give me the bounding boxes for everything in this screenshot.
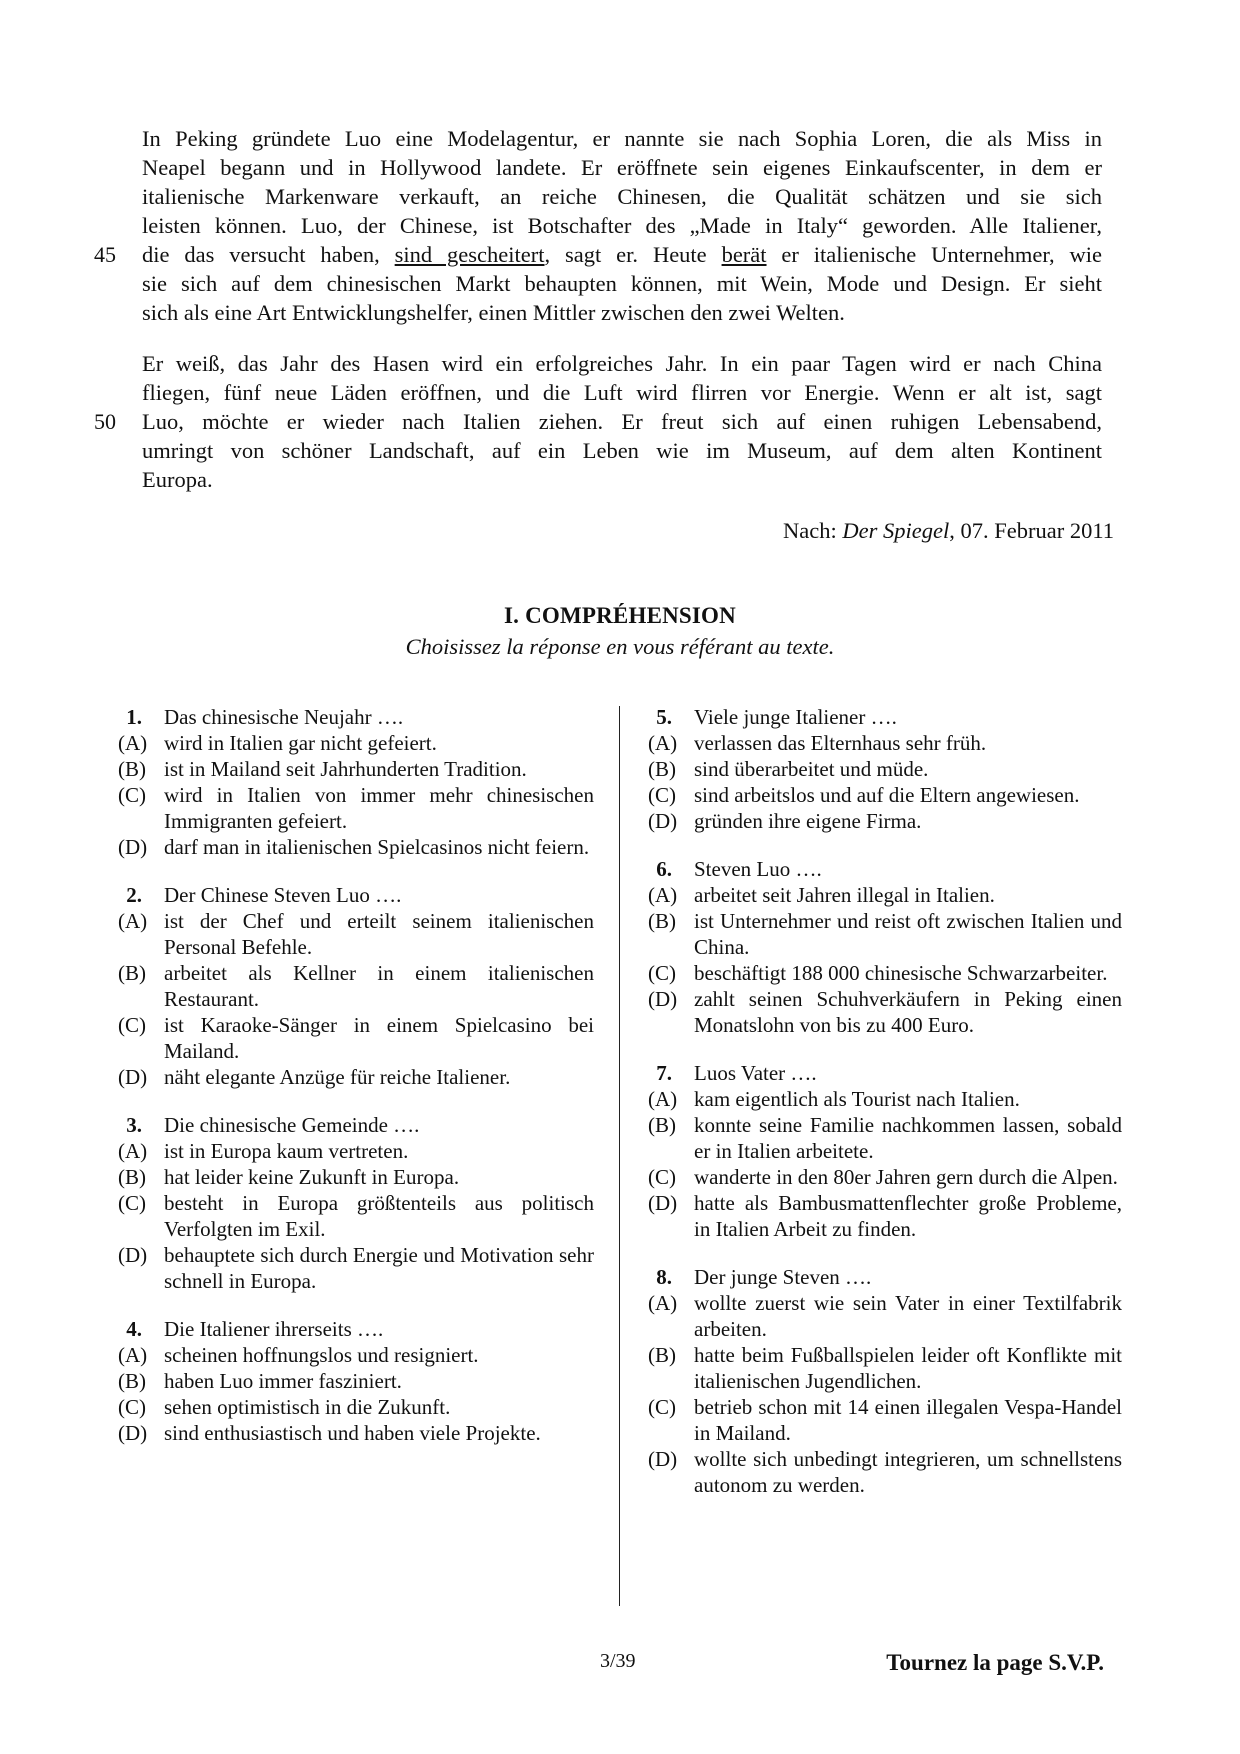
passage-text: Luo, möchte er wieder nach Italien ziehen. Er freut sich auf einen ruhigen Lebensabend, bbox=[142, 409, 1102, 434]
option-label: (D) bbox=[648, 987, 678, 1011]
option-text: betrieb schon mit 14 einen illegalen Vespa-Handel in Mailand. bbox=[694, 1395, 1122, 1445]
passage-line bbox=[142, 378, 1102, 407]
question-number: 2. bbox=[126, 883, 142, 907]
option-text: konnte seine Familie nachkommen lassen, sobald er in Italien arbeitete. bbox=[694, 1113, 1122, 1163]
option-text: sind enthusiastisch und haben viele Projekte. bbox=[164, 1421, 541, 1445]
option-label: (C) bbox=[648, 1165, 676, 1189]
answer-option bbox=[118, 730, 594, 756]
answer-option bbox=[648, 1190, 1122, 1242]
option-text: wollte sich unbedingt integrieren, um schnellstens autonom zu werden. bbox=[694, 1447, 1122, 1497]
answer-option bbox=[118, 908, 594, 960]
answer-option bbox=[648, 808, 1122, 834]
question-number: 6. bbox=[656, 857, 672, 881]
answer-option bbox=[118, 756, 594, 782]
option-label: (A) bbox=[648, 1087, 678, 1111]
passage-text: , sagt er. Heute bbox=[544, 242, 722, 267]
passage-line bbox=[94, 240, 1102, 269]
answer-option bbox=[648, 1086, 1122, 1112]
question-number: 7. bbox=[656, 1061, 672, 1085]
answer-option bbox=[118, 1012, 594, 1064]
option-label: (B) bbox=[118, 757, 146, 781]
question-stem: Die chinesische Gemeinde …. bbox=[164, 1113, 420, 1137]
answer-option bbox=[648, 730, 1122, 756]
question-stem-row bbox=[648, 704, 1122, 730]
answer-option bbox=[118, 1420, 594, 1446]
option-label: (A) bbox=[118, 731, 148, 755]
question-number: 3. bbox=[126, 1113, 142, 1137]
question-stem-row bbox=[648, 1264, 1122, 1290]
answer-option bbox=[648, 1112, 1122, 1164]
answer-option bbox=[648, 1290, 1122, 1342]
passage-text: italienische Markenware verkauft, an reiche Chinesen, die Qualität schätzen und sie sich bbox=[142, 184, 1102, 209]
option-text: besteht in Europa größtenteils aus politisch Verfolgten im Exil. bbox=[164, 1191, 594, 1241]
question-item bbox=[118, 1112, 594, 1294]
answer-option bbox=[648, 986, 1122, 1038]
option-label: (B) bbox=[118, 961, 146, 985]
question-stem: Das chinesische Neujahr …. bbox=[164, 705, 404, 729]
option-label: (A) bbox=[648, 731, 678, 755]
passage-text: fliegen, fünf neue Läden eröffnen, und die Luft wird flirren vor Energie. Wenn er alt ist, sagt bbox=[142, 380, 1102, 405]
option-text: haben Luo immer fasziniert. bbox=[164, 1369, 402, 1393]
answer-option bbox=[118, 1368, 594, 1394]
passage-text: Europa. bbox=[142, 467, 213, 492]
option-label: (D) bbox=[648, 1447, 678, 1471]
section-title: I. COMPRÉHENSION bbox=[504, 603, 736, 628]
answer-option bbox=[118, 1242, 594, 1294]
option-text: verlassen das Elternhaus sehr früh. bbox=[694, 731, 987, 755]
underlined-term: berät bbox=[721, 242, 767, 267]
passage-line bbox=[142, 436, 1102, 465]
source-prefix: Nach: bbox=[783, 518, 843, 543]
answer-option bbox=[648, 756, 1122, 782]
option-label: (C) bbox=[648, 783, 676, 807]
option-text: kam eigentlich als Tourist nach Italien. bbox=[694, 1087, 1020, 1111]
option-text: arbeitet seit Jahren illegal in Italien. bbox=[694, 883, 995, 907]
passage-line bbox=[142, 211, 1102, 240]
option-label: (C) bbox=[118, 1013, 146, 1037]
question-stem: Viele junge Italiener …. bbox=[694, 705, 897, 729]
option-text: sind arbeitslos und auf die Eltern angewiesen. bbox=[694, 783, 1080, 807]
option-text: ist Karaoke-Sänger in einem Spielcasino bei Mailand. bbox=[164, 1013, 594, 1063]
line-number: 50 bbox=[94, 409, 116, 434]
question-item bbox=[648, 1264, 1122, 1498]
option-text: beschäftigt 188 000 chinesische Schwarzarbeiter. bbox=[694, 961, 1108, 985]
section-instructions: Choisissez la réponse en vous référant au texte. bbox=[405, 634, 835, 659]
option-label: (A) bbox=[118, 1139, 148, 1163]
question-stem-row bbox=[118, 1112, 594, 1138]
option-label: (C) bbox=[118, 1191, 146, 1215]
answer-option bbox=[648, 882, 1122, 908]
source-citation bbox=[783, 518, 1114, 544]
option-label: (B) bbox=[648, 1343, 676, 1367]
question-stem-row bbox=[648, 856, 1122, 882]
source-title: Der Spiegel bbox=[842, 518, 950, 543]
option-label: (D) bbox=[648, 809, 678, 833]
option-label: (B) bbox=[648, 1113, 676, 1137]
question-stem: Der Chinese Steven Luo …. bbox=[164, 883, 402, 907]
option-text: sehen optimistisch in die Zukunft. bbox=[164, 1395, 451, 1419]
question-stem: Luos Vater …. bbox=[694, 1061, 817, 1085]
reading-passage bbox=[94, 124, 1102, 516]
question-number: 1. bbox=[126, 705, 142, 729]
passage-paragraph bbox=[94, 124, 1102, 327]
option-label: (A) bbox=[118, 909, 148, 933]
answer-option bbox=[118, 1190, 594, 1242]
option-text: wanderte in den 80er Jahren gern durch die Alpen. bbox=[694, 1165, 1118, 1189]
underlined-term: sind gescheitert bbox=[394, 242, 545, 267]
question-item bbox=[118, 704, 594, 860]
option-text: arbeitet als Kellner in einem italienischen Restaurant. bbox=[164, 961, 594, 1011]
question-item bbox=[648, 856, 1122, 1038]
passage-text: umringt von schöner Landschaft, auf ein Leben wie im Museum, auf dem alten Kontinent bbox=[142, 438, 1102, 463]
passage-line bbox=[94, 407, 1102, 436]
option-text: sind überarbeitet und müde. bbox=[694, 757, 929, 781]
option-text: ist in Europa kaum vertreten. bbox=[164, 1139, 409, 1163]
option-label: (D) bbox=[118, 1243, 148, 1267]
passage-line bbox=[142, 182, 1102, 211]
option-label: (B) bbox=[118, 1165, 146, 1189]
question-item bbox=[118, 1316, 594, 1446]
column-divider bbox=[619, 706, 620, 1606]
question-number: 5. bbox=[656, 705, 672, 729]
passage-text: er italienische Unternehmer, wie bbox=[766, 242, 1102, 267]
passage-text: In Peking gründete Luo eine Modelagentur, er nannte sie nach Sophia Loren, die als Miss in bbox=[142, 126, 1102, 151]
passage-text: die das versucht haben, bbox=[142, 242, 395, 267]
answer-option bbox=[648, 1446, 1122, 1498]
answer-option bbox=[118, 1138, 594, 1164]
question-stem: Der junge Steven …. bbox=[694, 1265, 872, 1289]
option-label: (C) bbox=[648, 1395, 676, 1419]
option-text: zahlt seinen Schuhverkäufern in Peking einen Monatslohn von bis zu 400 Euro. bbox=[694, 987, 1122, 1037]
passage-line bbox=[142, 465, 1102, 494]
passage-line bbox=[142, 124, 1102, 153]
question-stem-row bbox=[118, 704, 594, 730]
page-number: 3/39 bbox=[600, 1650, 636, 1672]
question-item bbox=[648, 1060, 1122, 1242]
option-text: hatte beim Fußballspielen leider oft Konflikte mit italienischen Jugendlichen. bbox=[694, 1343, 1122, 1393]
question-number: 8. bbox=[656, 1265, 672, 1289]
passage-text: leisten können. Luo, der Chinese, ist Botschafter des „Made in Italy“ geworden. Alle Italiener, bbox=[142, 213, 1102, 238]
passage-paragraph bbox=[94, 349, 1102, 494]
passage-line bbox=[142, 153, 1102, 182]
answer-option bbox=[648, 908, 1122, 960]
option-text: wird in Italien gar nicht gefeiert. bbox=[164, 731, 437, 755]
answer-option bbox=[648, 782, 1122, 808]
option-label: (D) bbox=[118, 1065, 148, 1089]
answer-option bbox=[648, 1164, 1122, 1190]
option-label: (B) bbox=[648, 757, 676, 781]
option-text: ist Unternehmer und reist oft zwischen Italien und China. bbox=[694, 909, 1122, 959]
answer-option bbox=[118, 782, 594, 834]
option-label: (A) bbox=[118, 1343, 148, 1367]
option-label: (A) bbox=[648, 1291, 678, 1315]
option-label: (B) bbox=[648, 909, 676, 933]
option-label: (B) bbox=[118, 1369, 146, 1393]
answer-option bbox=[118, 1164, 594, 1190]
option-label: (D) bbox=[648, 1191, 678, 1215]
answer-option bbox=[118, 1064, 594, 1090]
option-text: ist in Mailand seit Jahrhunderten Tradition. bbox=[164, 757, 527, 781]
option-text: hat leider keine Zukunft in Europa. bbox=[164, 1165, 460, 1189]
option-text: darf man in italienischen Spielcasinos nicht feiern. bbox=[164, 835, 590, 859]
question-stem-row bbox=[118, 1316, 594, 1342]
option-text: hatte als Bambusmattenflechter große Probleme, in Italien Arbeit zu finden. bbox=[694, 1191, 1122, 1241]
option-label: (A) bbox=[648, 883, 678, 907]
questions-right-column bbox=[648, 704, 1122, 1520]
option-label: (C) bbox=[118, 1395, 146, 1419]
option-label: (C) bbox=[118, 783, 146, 807]
option-text: wollte zuerst wie sein Vater in einer Textilfabrik arbeiten. bbox=[694, 1291, 1122, 1341]
option-label: (C) bbox=[648, 961, 676, 985]
option-text: behauptete sich durch Energie und Motivation sehr schnell in Europa. bbox=[164, 1243, 594, 1293]
turn-page-note: Tournez la page S.V.P. bbox=[886, 1650, 1104, 1675]
question-number: 4. bbox=[126, 1317, 142, 1341]
passage-text: sich als eine Art Entwicklungshelfer, einen Mittler zwischen den zwei Welten. bbox=[142, 300, 845, 325]
answer-option bbox=[648, 1394, 1122, 1446]
question-item bbox=[648, 704, 1122, 834]
answer-option bbox=[648, 960, 1122, 986]
option-text: ist der Chef und erteilt seinem italienischen Personal Befehle. bbox=[164, 909, 594, 959]
answer-option bbox=[118, 834, 594, 860]
question-stem-row bbox=[648, 1060, 1122, 1086]
answer-option bbox=[648, 1342, 1122, 1394]
passage-text: sie sich auf dem chinesischen Markt behaupten können, mit Wein, Mode und Design. Er sieht bbox=[142, 271, 1102, 296]
option-text: gründen ihre eigene Firma. bbox=[694, 809, 922, 833]
passage-text: Er weiß, das Jahr des Hasen wird ein erfolgreiches Jahr. In ein paar Tagen wird er nach China bbox=[142, 351, 1102, 376]
passage-line bbox=[142, 298, 1102, 327]
source-date: , 07. Februar 2011 bbox=[949, 518, 1114, 543]
answer-option bbox=[118, 1342, 594, 1368]
line-number: 45 bbox=[94, 242, 116, 267]
question-stem-row bbox=[118, 882, 594, 908]
answer-option bbox=[118, 1394, 594, 1420]
question-item bbox=[118, 882, 594, 1090]
questions-left-column bbox=[118, 704, 594, 1468]
passage-line bbox=[142, 349, 1102, 378]
passage-text: Neapel begann und in Hollywood landete. Er eröffnete sein eigenes Einkaufscenter, in dem er bbox=[142, 155, 1102, 180]
option-text: scheinen hoffnungslos und resigniert. bbox=[164, 1343, 479, 1367]
passage-line bbox=[142, 269, 1102, 298]
question-stem: Die Italiener ihrerseits …. bbox=[164, 1317, 384, 1341]
option-text: näht elegante Anzüge für reiche Italiener. bbox=[164, 1065, 511, 1089]
answer-option bbox=[118, 960, 594, 1012]
option-text: wird in Italien von immer mehr chinesischen Immigranten gefeiert. bbox=[164, 783, 594, 833]
question-stem: Steven Luo …. bbox=[694, 857, 822, 881]
option-label: (D) bbox=[118, 835, 148, 859]
option-label: (D) bbox=[118, 1421, 148, 1445]
